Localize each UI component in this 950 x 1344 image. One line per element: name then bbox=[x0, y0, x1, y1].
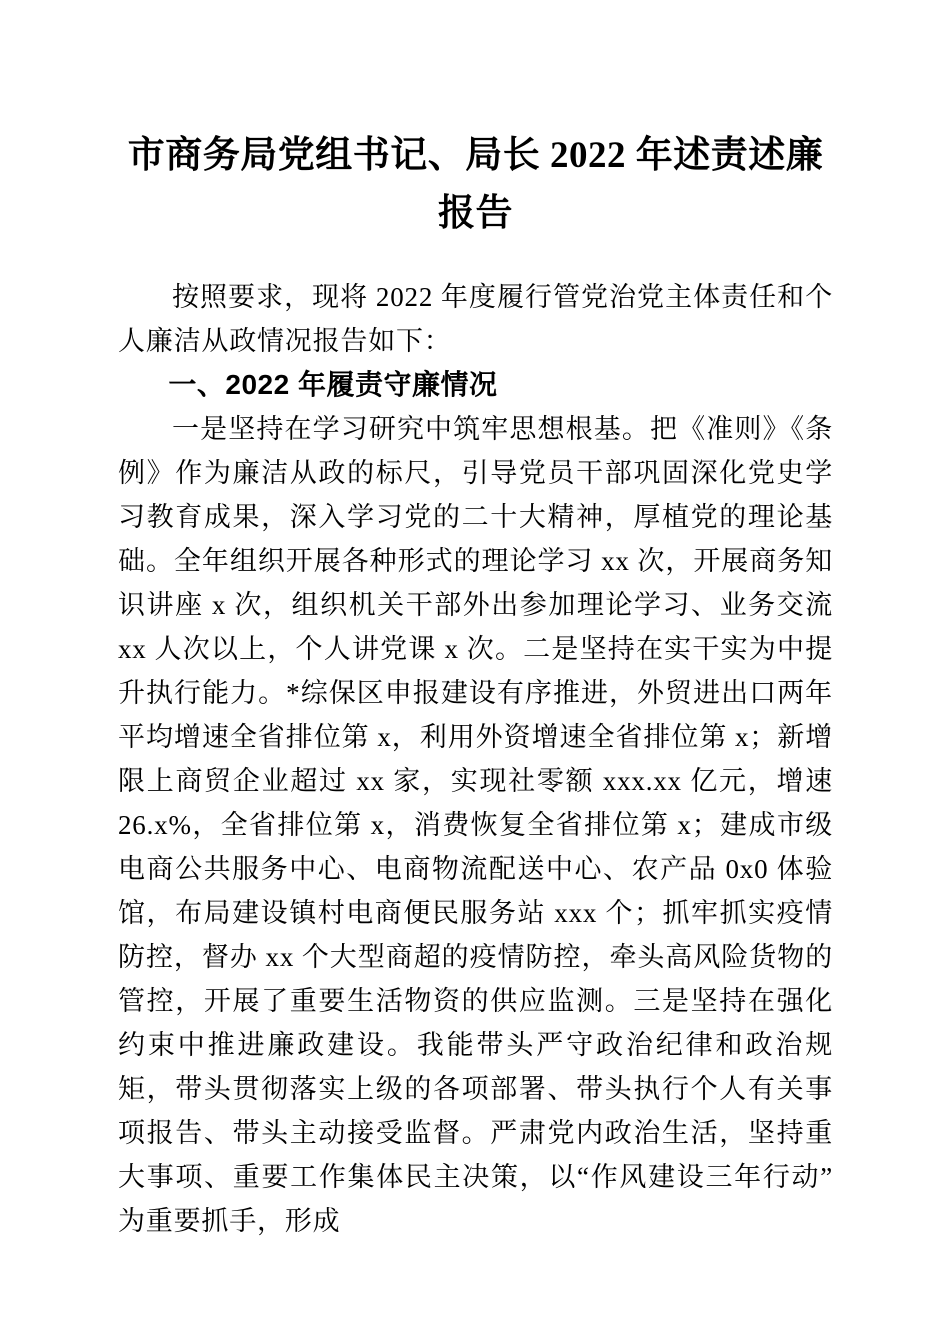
section-1-heading: 一、2022 年履责守廉情况 bbox=[168, 369, 498, 400]
section-1-body-paragraph: 一是坚持在学习研究中筑牢思想根基。把《准则》《条例》作为廉洁从政的标尺，引导党员干部巩固深化党史学习教育成果，深入学习党的二十大精神，厚植党的理论基础。全年组织开展各种形式的理论学习 xx 次，开展商务知识讲座 x 次，组织机关干部外出参加理论学习、业务交流 xx 人次以上，个人讲党课 x 次。二是坚持在实干实为中提升执行能力。*综保区申报建设有序推进，外贸进出口两年平均增速全省排位第 x，利用外资增速全省排位第 x；新增限上商贸企业超过 xx 家，实现社零额 xxx.xx 亿元，增速 26.x%，全省排位第 x，消费恢复全省排位第 x；建成市级电商公共服务中心、电商物流配送中心、农产品 0x0 体验馆，布局建设镇村电商便民服务站 xxx 个；抓牢抓实疫情防控，督办 xx 个大型商超的疫情防控，牵头高风险货物的管控，开展了重要生活物资的供应监测。三是坚持在强化约束中推进廉政建设。我能带头严守政治纪律和政治规矩，带头贯彻落实上级的各项部署、带头执行个人有关事项报告、带头主动接受监督。严肃党内政治生活，坚持重大事项、重要工作集体民主决策，以“作风建设三年行动”为重要抓手，形成 bbox=[118, 414, 833, 1236]
intro-paragraph: 按照要求，现将 2022 年度履行管党治党主体责任和个人廉洁从政情况报告如下： bbox=[118, 282, 833, 356]
document-title: 市商务局党组书记、局长 2022 年述责述廉报告 bbox=[127, 135, 824, 234]
